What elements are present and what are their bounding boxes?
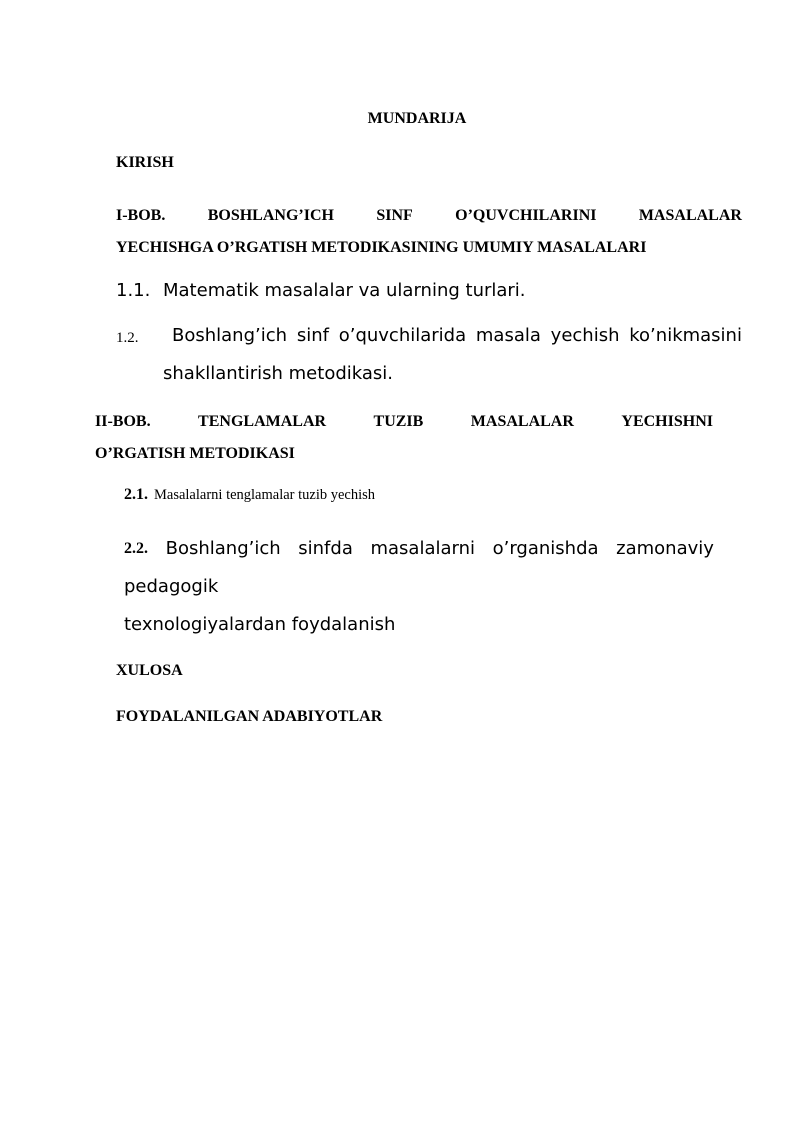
section-1-2-word: yechish	[550, 325, 620, 346]
chapter-2-word: YECHISHNI	[621, 413, 713, 430]
toc-entry-chapter-2	[95, 406, 713, 470]
section-2-2-word: zamonaviy	[616, 538, 714, 559]
section-1-2-word: sinf	[296, 325, 329, 346]
toc-entry-section-2-2	[124, 530, 714, 644]
section-1-2-line-2: shakllantirish metodikasi.	[163, 363, 393, 384]
section-number: 1.2.	[116, 330, 139, 346]
section-title: Matematik masalalar va ularning turlari.	[163, 280, 526, 301]
chapter-2-heading-line-1	[95, 406, 713, 438]
section-1-2-word: masala	[475, 325, 541, 346]
toc-entry-section-1-2	[116, 318, 742, 392]
section-2-2-word: sinfda	[298, 538, 353, 559]
section-2-2-line-3: texnologiyalardan foydalanish	[124, 614, 396, 635]
section-1-2-line-1	[116, 318, 742, 356]
chapter-2-word: MASALALAR	[470, 413, 574, 430]
toc-entry-kirish: KIRISH	[116, 154, 174, 171]
chapter-1-word: I-BOB.	[116, 207, 166, 224]
section-2-2-word: masalalarni	[370, 538, 475, 559]
section-2-2-line-2: pedagogik	[124, 576, 219, 597]
section-number: 2.2.	[124, 540, 148, 557]
section-1-2-words	[163, 318, 742, 356]
chapter-1-word: SINF	[376, 207, 413, 224]
toc-title: MUNDARIJA	[367, 110, 467, 127]
chapter-2-word: TENGLAMALAR	[198, 413, 327, 430]
chapter-2-word: TUZIB	[373, 413, 424, 430]
section-number: 1.1.	[116, 280, 151, 301]
toc-entry-section-2-1	[124, 486, 375, 504]
section-2-2-word: o’rganishda	[492, 538, 599, 559]
chapter-1-heading-line-1	[116, 200, 742, 232]
chapter-2-word: II-BOB.	[95, 413, 151, 430]
section-number: 2.1.	[124, 486, 148, 503]
chapter-1-heading-line-2: YECHISHGA O’RGATISH METODIKASINING UMUMIY MASALALARI	[116, 239, 647, 256]
section-2-2-line-1	[124, 530, 714, 568]
toc-entry-references: FOYDALANILGAN ADABIYOTLAR	[116, 708, 383, 725]
chapter-1-word: MASALALAR	[638, 207, 742, 224]
toc-entry-chapter-1	[116, 200, 742, 264]
section-title: Masalalarni tenglamalar tuzib yechish	[154, 487, 376, 503]
section-2-2-word: Boshlang’ich	[165, 538, 281, 559]
section-1-2-word: ko’nikmasini	[629, 325, 742, 346]
chapter-1-word: O’QUVCHILARINI	[455, 207, 597, 224]
section-1-2-word: o’quvchilarida	[338, 325, 467, 346]
chapter-1-word: BOSHLANG’ICH	[207, 207, 334, 224]
chapter-2-heading-line-2: O’RGATISH METODIKASI	[95, 445, 295, 462]
toc-entry-xulosa: XULOSA	[116, 662, 183, 679]
section-1-2-word: Boshlang’ich	[172, 325, 288, 346]
toc-entry-section-1-1	[116, 280, 526, 301]
